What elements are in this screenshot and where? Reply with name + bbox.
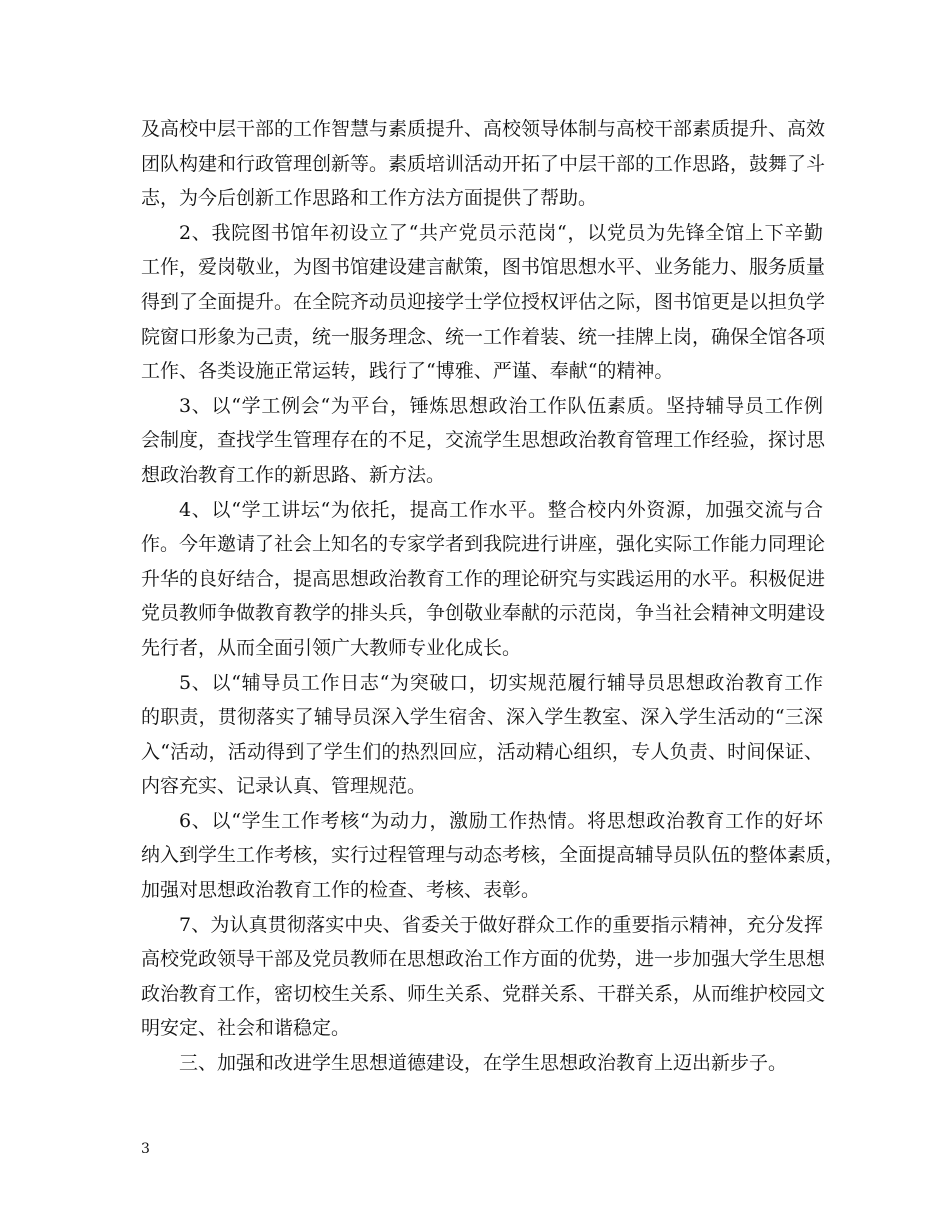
text-line: 内容充实、记录认真、管理规范。 xyxy=(141,775,427,798)
text-line: 明安定、社会和谐稳定。 xyxy=(141,1017,351,1040)
text-line: 纳入到学生工作考核，实行过程管理与动态考核，全面提高辅导员队伍的整体素质， xyxy=(141,844,845,867)
text-line: 工作，爱岗敬业，为图书馆建设建言献策，图书馆思想水平、业务能力、服务质量 xyxy=(141,256,826,279)
text-line: 及高校中层干部的工作智慧与素质提升、高校领导体制与高校干部素质提升、高效 xyxy=(141,118,826,140)
text-line: 会制度，查找学生管理存在的不足，交流学生思想政治教育管理工作经验，探讨思 xyxy=(141,429,826,452)
text-line: 4、以“学工讲坛“为依托，提高工作水平。整合校内外资源，加强交流与合 xyxy=(179,498,823,521)
text-line: 工作、各类设施正常运转，践行了“博雅、严谨、奉献“的精神。 xyxy=(141,360,674,383)
text-line: 政治教育工作，密切校生关系、师生关系、党群关系、干群关系，从而维护校园文 xyxy=(141,982,826,1005)
text-line: 的职责，贯彻落实了辅导员深入学生宿舍、深入学生教室、深入学生活动的“三深 xyxy=(141,706,823,729)
page-number: 3 xyxy=(141,1141,150,1157)
text-line: 入“活动，活动得到了学生们的热烈回应，活动精心组织，专人负责、时间保证、 xyxy=(141,740,823,763)
text-line: 7、为认真贯彻落实中央、省委关于做好群众工作的重要指示精神，充分发挥 xyxy=(179,913,823,936)
text-line: 2、我院图书馆年初设立了“共产党员示范岗“，以党员为先锋全馆上下辛勤 xyxy=(179,221,823,244)
text-line: 先行者，从而全面引领广大教师专业化成长。 xyxy=(141,636,522,659)
text-line: 作。今年邀请了社会上知名的专家学者到我院进行讲座，强化实际工作能力同理论 xyxy=(141,533,826,556)
text-line: 6、以“学生工作考核“为动力，激励工作热情。将思想政治教育工作的好坏 xyxy=(179,809,823,832)
document-body xyxy=(141,112,845,1081)
text-line: 得到了全面提升。在全院齐动员迎接学士学位授权评估之际，图书馆更是以担负学 xyxy=(141,290,826,313)
text-line: 想政治教育工作的新思路、新方法。 xyxy=(141,463,446,486)
text-line: 3、以“学工例会“为平台，锤炼思想政治工作队伍素质。坚持辅导员工作例 xyxy=(179,394,823,417)
text-line: 加强对思想政治教育工作的检查、考核、表彰。 xyxy=(141,879,541,902)
text-line: 三、加强和改进学生思想道德建设，在学生思想政治教育上迈出新步子。 xyxy=(179,1052,788,1075)
text-line: 院窗口形象为己责，统一服务理念、统一工作着装、统一挂牌上岗，确保全馆各项 xyxy=(141,325,826,348)
text-line: 团队构建和行政管理创新等。素质培训活动开拓了中层干部的工作思路，鼓舞了斗 xyxy=(141,152,826,175)
text-line: 升华的良好结合，提高思想政治教育工作的理论研究与实践运用的水平。积极促进 xyxy=(141,567,826,590)
text-line: 党员教师争做教育教学的排头兵，争创敬业奉献的示范岗，争当社会精神文明建设 xyxy=(141,602,826,625)
text-line: 志，为今后创新工作思路和工作方法方面提供了帮助。 xyxy=(141,187,598,210)
text-line: 5、以“辅导员工作日志“为突破口，切实规范履行辅导员思想政治教育工作 xyxy=(179,671,823,694)
text-line: 高校党政领导干部及党员教师在思想政治工作方面的优势，进一步加强大学生思想 xyxy=(141,948,826,971)
